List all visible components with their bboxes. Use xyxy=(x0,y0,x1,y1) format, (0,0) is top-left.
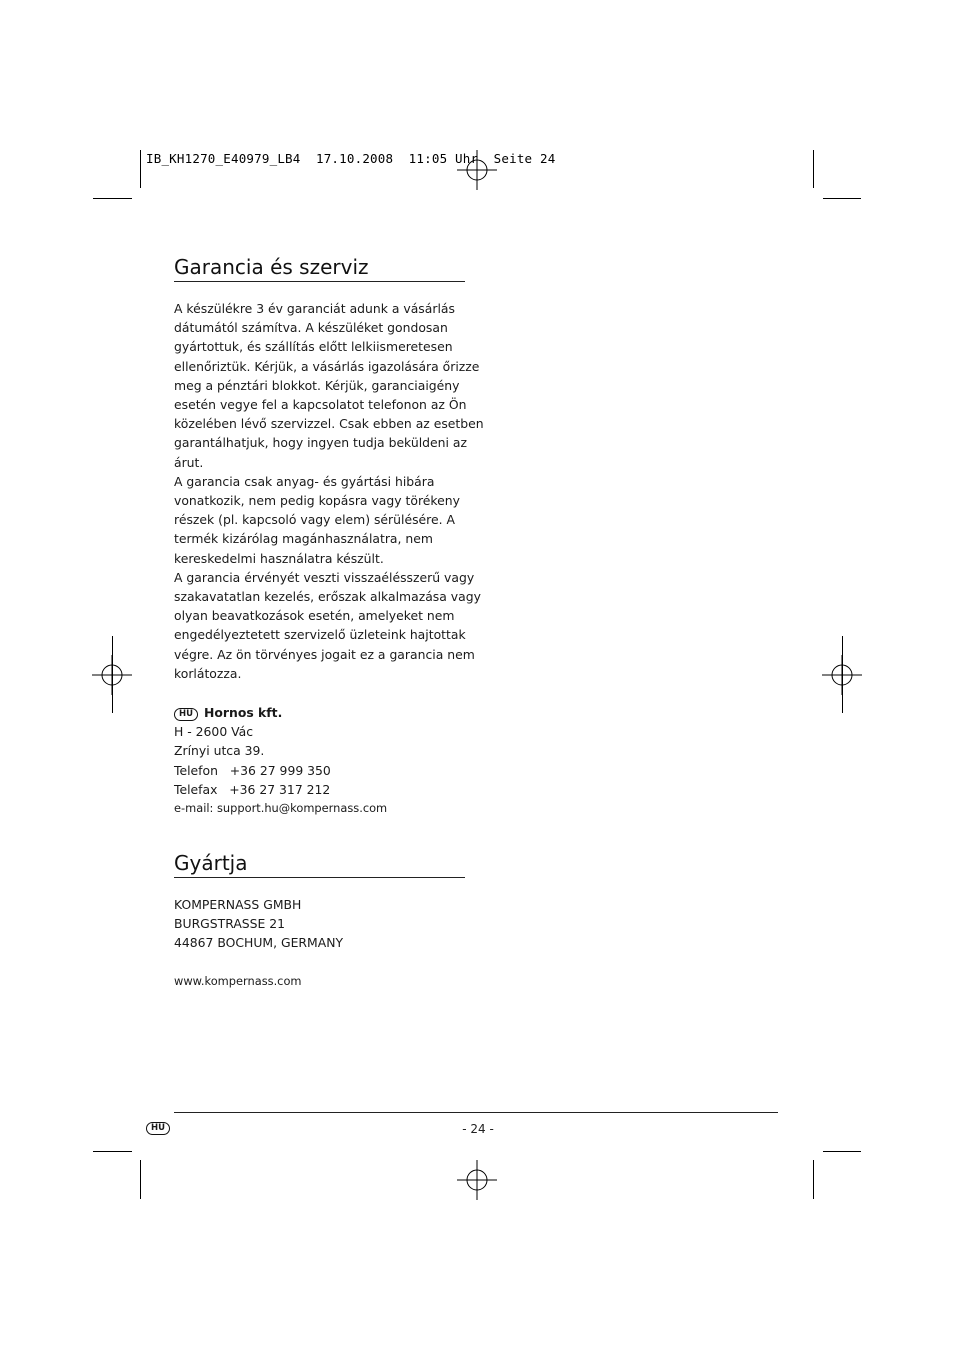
service-company: Hornos kft. xyxy=(204,705,283,720)
warranty-line: végre. Az ön törvényes jogait ez a garancia nem xyxy=(174,646,475,662)
country-badge: HU xyxy=(174,708,198,721)
print-slug: IB_KH1270_E40979_LB4 17.10.2008 11:05 Uhr Seite 24 xyxy=(146,151,556,166)
service-fax: Telefax +36 27 317 212 xyxy=(174,781,331,797)
warranty-line: garantálhatjuk, hogy ingyen tudja beküldeni az xyxy=(174,435,467,451)
warranty-line: engedélyeztetett szervizelő üzleteink hajtottak xyxy=(174,627,466,643)
warranty-line: ellenőriztük. Kérjük, a vásárlás igazolására őrizze xyxy=(174,358,480,374)
section-rule-manufacturer xyxy=(174,877,465,878)
warranty-line: termék kizárólag magánhasználatra, nem xyxy=(174,531,433,547)
service-city: H - 2600 Vác xyxy=(174,724,254,740)
service-street: Zrínyi utca 39. xyxy=(174,743,265,759)
warranty-line: közelében lévő szervizzel. Csak ebben az esetben xyxy=(174,416,484,432)
manufacturer-street: BURGSTRASSE 21 xyxy=(174,916,286,932)
section-title-manufacturer: Gyártja xyxy=(174,851,248,875)
warranty-line: kereskedelmi használatra készült. xyxy=(174,550,384,566)
manufacturer-address xyxy=(174,895,474,991)
service-company-row xyxy=(174,703,474,722)
warranty-line: A garancia csak anyag- és gyártási hibára xyxy=(174,473,435,489)
warranty-line: olyan beavatkozások esetén, amelyeket nem xyxy=(174,608,455,624)
footer-rule xyxy=(174,1112,778,1113)
registration-mark-bottom xyxy=(457,1160,497,1200)
manufacturer-city: 44867 BOCHUM, GERMANY xyxy=(174,935,344,951)
warranty-line: vonatkozik, nem pedig kopásra vagy törékeny xyxy=(174,493,460,509)
warranty-line: meg a pénztári blokkot. Kérjük, garanciaigény xyxy=(174,377,460,393)
warranty-line: árut. xyxy=(174,454,204,470)
page-number: - 24 - xyxy=(462,1122,494,1136)
manufacturer-website[interactable]: www.kompernass.com xyxy=(174,973,302,988)
service-email[interactable]: e-mail: support.hu@kompernass.com xyxy=(174,801,388,816)
registration-vline-left xyxy=(112,636,113,713)
warranty-line: A készülékre 3 év garanciát adunk a vásárlás xyxy=(174,301,455,316)
warranty-line: részek (pl. kapcsoló vagy elem) sérülésére. A xyxy=(174,512,455,528)
service-address xyxy=(174,703,474,818)
warranty-line: A garancia érvényét veszti visszaélésszerű vagy xyxy=(174,569,475,585)
warranty-line: esetén vegye fel a kapcsolatot telefonon az Ön xyxy=(174,397,467,413)
warranty-line: dátumától számítva. A készüléket gondosan xyxy=(174,320,448,336)
warranty-text xyxy=(174,299,484,683)
service-phone: Telefon +36 27 999 350 xyxy=(174,762,331,778)
warranty-line: korlátozza. xyxy=(174,665,242,681)
footer-country-badge: HU xyxy=(146,1122,170,1135)
warranty-line: gyártottuk, és szállítás előtt lelkiismeretesen xyxy=(174,339,453,355)
manufacturer-company: KOMPERNASS GMBH xyxy=(174,897,302,912)
registration-vline-right xyxy=(842,636,843,713)
section-title-warranty: Garancia és szerviz xyxy=(174,255,369,279)
warranty-line: szakavatatlan kezelés, erőszak alkalmazása vagy xyxy=(174,589,481,605)
section-rule-warranty xyxy=(174,281,465,282)
